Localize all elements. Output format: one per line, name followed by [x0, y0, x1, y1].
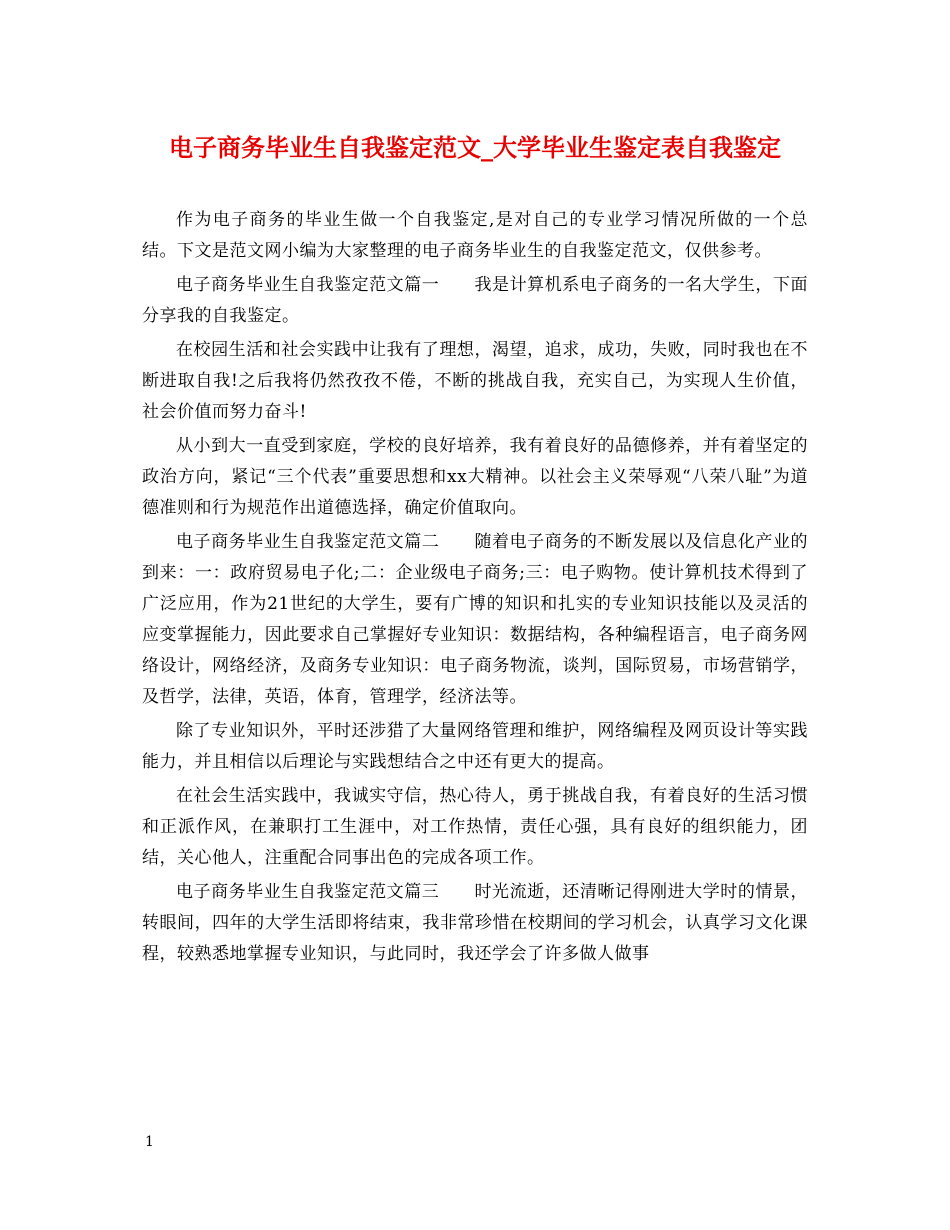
body-paragraph: 除了专业知识外，平时还涉猎了大量网络管理和维护，网络编程及网页设计等实践能力，并且相信以后理论与实践想结合之中还有更大的提高。: [142, 721, 808, 772]
body-paragraph: 电子商务毕业生自我鉴定范文篇三 时光流逝，还清晰记得刚进大学时的情景，转眼间，四年的大学生活即将结束，我非常珍惜在校期间的学习机会，认真学习文化课程，较熟悉地掌握专业知识，与此同时，我还学会了许多做人做事: [142, 882, 808, 964]
body-paragraph: 电子商务毕业生自我鉴定范文篇二 随着电子商务的不断发展以及信息化产业的到来：一：政府贸易电子化;二：企业级电子商务;三：电子购物。使计算机技术得到了广泛应用，作为21世纪的大学生，要有广博的知识和扎实的专业知识技能以及灵活的应变掌握能力，因此要求自己掌握好专业知识：数据结构，各种编程语言，电子商务网络设计，网络经济，及商务专业知识：电子商务物流，谈判，国际贸易，市场营销学，及哲学，法律，英语，体育，管理学，经济法等。: [142, 532, 808, 707]
body-paragraph: 作为电子商务的毕业生做一个自我鉴定,是对自己的专业学习情况所做的一个总结。下文是范文网小编为大家整理的电子商务毕业生的自我鉴定范文，仅供参考。: [142, 210, 808, 261]
document-title: 电子商务毕业生自我鉴定范文_大学毕业生鉴定表自我鉴定: [169, 133, 781, 162]
document-body: [142, 205, 808, 973]
body-paragraph: 在社会生活实践中，我诚实守信，热心待人，勇于挑战自我，有着良好的生活习惯和正派作风，在兼职打工生涯中，对工作热情，责任心强，具有良好的组织能力，团结，关心他人，注重配合同事出色的完成各项工作。: [142, 786, 808, 868]
body-paragraph: 从小到大一直受到家庭，学校的良好培养，我有着良好的品德修养，并有着坚定的政治方向，紧记“三个代表”重要思想和xx大精神。以社会主义荣辱观“八荣八耻”为道德准则和行为规范作出道德选择，确定价值取向。: [142, 436, 808, 518]
page-number: 1: [145, 1134, 154, 1150]
body-paragraph: 电子商务毕业生自我鉴定范文篇一 我是计算机系电子商务的一名大学生，下面分享我的自我鉴定。: [142, 275, 808, 326]
body-paragraph: 在校园生活和社会实践中让我有了理想，渴望，追求，成功，失败，同时我也在不断进取自我!之后我将仍然孜孜不倦，不断的挑战自我，充实自己，为实现人生价值，社会价值而努力奋斗!: [142, 340, 808, 422]
